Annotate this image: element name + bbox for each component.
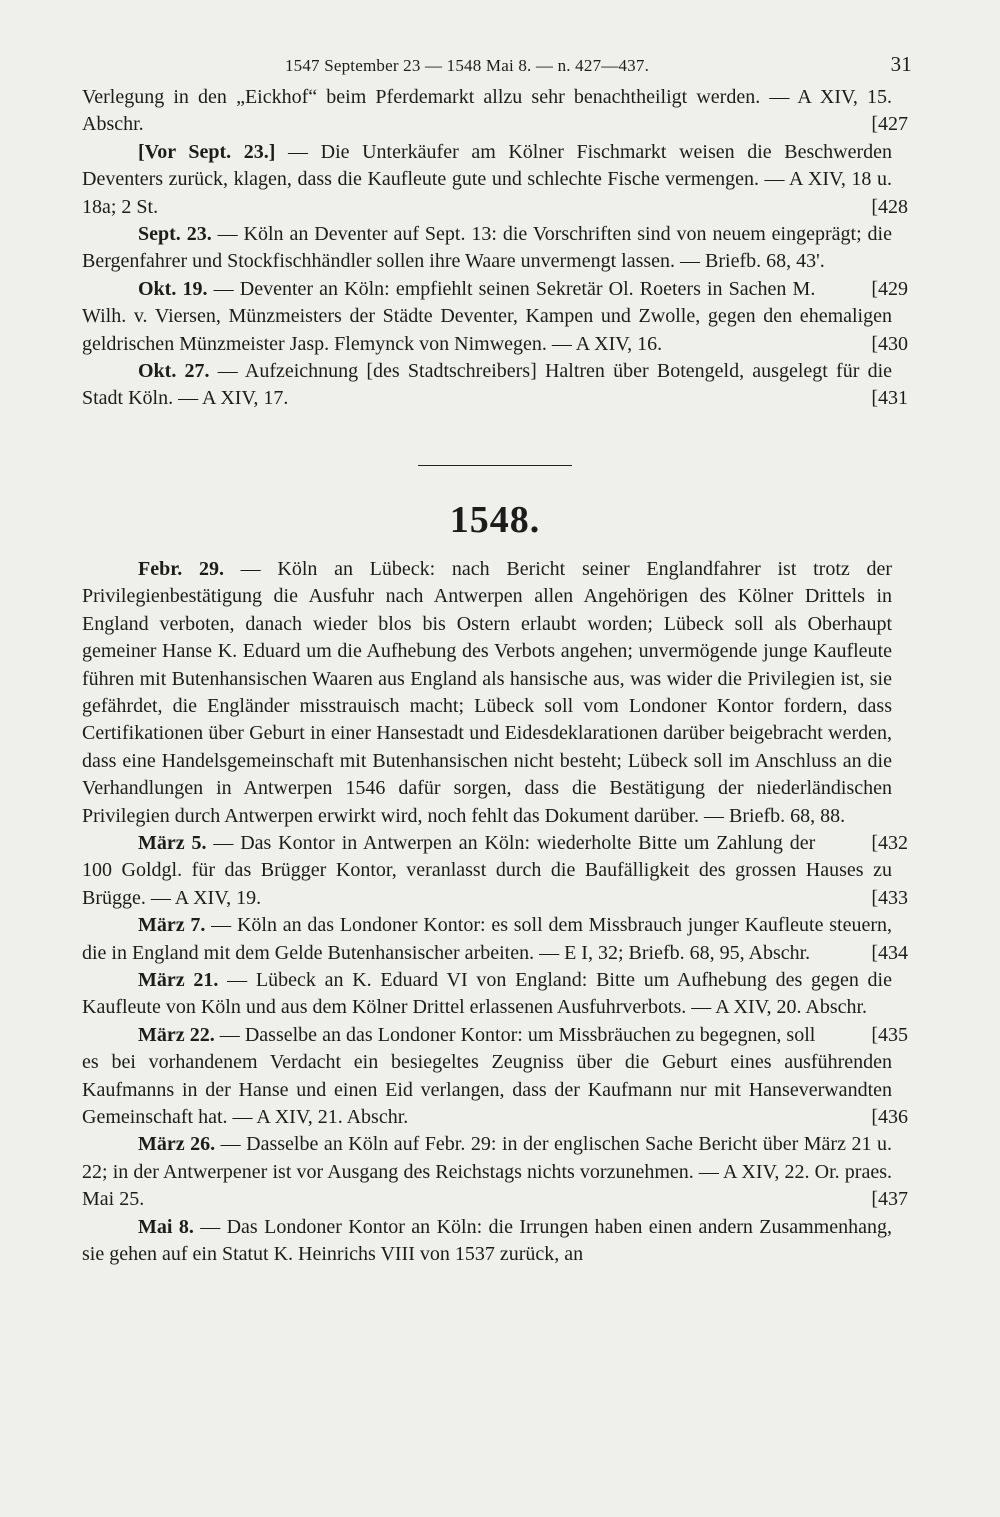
entry-text: — Köln an das Londoner Kontor: es soll dem Missbrauch junger Kaufleute steuern, die in England mit dem Gelde Butenhansischer arbeiten. — E I, 32; Briefb. 68, 95, Abschr.: [82, 914, 892, 964]
entry-date: Mai 8.: [138, 1215, 194, 1238]
entry-430: [82, 276, 908, 358]
entry-text: — Dasselbe an Köln auf Febr. 29: in der englischen Sache Bericht über März 21 u. 22; in der Antwerpener ist vor Ausgang des Reichstags nichts vorzunehmen. — A XIV, 22. Or. praes. Mai 25.: [82, 1133, 892, 1211]
entry-438: [82, 1214, 892, 1269]
entry-431: [82, 358, 908, 413]
entry-number: [427: [871, 113, 908, 136]
entry-437: [82, 1131, 908, 1213]
running-title: 1547 September 23 — 1548 Mai 8. — n. 427—437.: [284, 56, 650, 75]
section-divider: [418, 465, 572, 466]
entry-date: März 7.: [138, 914, 206, 937]
entry-date: März 26.: [138, 1133, 216, 1156]
entries-1547: [82, 84, 908, 413]
entry-number: [429: [871, 277, 908, 300]
entry-text: — Köln an Lübeck: nach Bericht seiner Englandfahrer ist trotz der Privilegienbestätigung die Ausfuhr nach Antwerpen allen Angehörigen des Kölner Drittels in England verboten, danach wieder blos bis Ostern erlaubt worden; Lübeck soll als Oberhaupt gemeiner Hanse K. Eduard um die Aufhebung des Verbots angehen; unvermögende junge Kaufleute führen mit Butenhansischen Waaren aus England als hansische aus, was wider die Privilegien ist, sie gefährdet, die Engländer misstrauisch macht; Lübeck soll vom Londoner Kontor fordern, dass Certifikationen über Geburt in einer Hansestadt und Eidesdeklarationen darüber beigebracht werden, dass eine Handelsgemeinschaft mit Butenhansischen nicht besteht; Lübeck soll im Anschluss an die Verhandlungen in Antwerpen 1546 dafür sorgen, dass die Bestätigung der niederländischen Privilegien durch Antwerpen erwirkt wird, noch fehlt das Dokument darüber. — Briefb. 68, 88.: [82, 557, 892, 827]
entry-date: Sept. 23.: [138, 223, 212, 246]
entry-433: [82, 830, 908, 912]
entry-text: — Das Londoner Kontor an Köln: die Irrungen haben einen andern Zusammenhang, sie gehen auf ein Statut K. Heinrichs VIII von 1537 zurück, an: [82, 1215, 892, 1266]
entry-date: März 22.: [138, 1023, 215, 1046]
running-header: [82, 50, 912, 84]
entry-text: Verlegung in den „Eickhof“ beim Pferdemarkt allzu sehr benachtheiligt werden. — A XIV, 15. Abschr.: [82, 86, 892, 136]
entry-text: — Köln an Deventer auf Sept. 13: die Vorschriften sind von neuem eingeprägt; die Bergenfahrer und Stockfischhändler sollen ihre Waare unvermengt lassen. — Briefb. 68, 43'.: [82, 223, 892, 273]
year-heading: 1548.: [449, 498, 541, 541]
entry-text: — Die Unterkäufer am Kölner Fischmarkt weisen die Beschwerden Deventers zurück, klagen, dass die Kaufleute gute und schlechte Fische vermengen. — A XIV, 18 u. 18a; 2 St.: [82, 140, 892, 218]
entry-number: [436: [871, 1106, 908, 1128]
entry-text: — Deventer an Köln: empfiehlt seinen Sekretär Ol. Roeters in Sachen M. Wilh. v. Viersen, Münzmeisters der Städte Deventer, Kampen und Zwolle, gegen den ehemaligen geldrischen Münzmeister Jasp. Flemynck von Nimwegen. — A XIV, 16.: [82, 277, 892, 355]
entry-number: [434: [871, 941, 908, 964]
entry-date: März 5.: [138, 831, 207, 854]
entries-1548: [82, 556, 908, 1269]
entry-428: [82, 139, 908, 221]
entry-427: [82, 84, 908, 139]
page-number: 31: [890, 52, 912, 76]
entry-date: Febr. 29.: [138, 557, 224, 580]
entry-text: — Lübeck an K. Eduard VI von England: Bitte um Aufhebung des gegen die Kaufleute von Köln und aus dem Kölner Drittel erlassenen Ausfuhrverbots. — A XIV, 20. Abschr.: [82, 968, 892, 1019]
entry-date: März 21.: [138, 968, 219, 991]
entry-number: [437: [871, 1188, 908, 1211]
entry-number: [432: [871, 831, 908, 854]
entry-number: [433: [871, 886, 908, 909]
entry-date: [Vor Sept. 23.]: [138, 140, 276, 163]
entry-date: Okt. 19.: [138, 277, 208, 300]
entry-number: [431: [871, 387, 908, 410]
entry-date: Okt. 27.: [138, 360, 210, 383]
entry-text: — Aufzeichnung [des Stadtschreibers] Haltren über Botengeld, ausgelegt für die Stadt Köln. — A XIV, 17.: [82, 360, 893, 410]
entry-434: [82, 912, 908, 967]
entry-number: [435: [871, 1023, 908, 1046]
entry-number: [428: [871, 195, 908, 218]
entry-436: [82, 1022, 908, 1132]
entry-number: [430: [871, 332, 908, 355]
entry-text: — Das Kontor in Antwerpen an Köln: wiederholte Bitte um Zahlung der 100 Goldgl. für das Brügger Kontor, veranlasst durch die Baufälligkeit des grossen Hauses zu Brügge. — A XIV, 19.: [82, 831, 892, 909]
entry-text: — Dasselbe an das Londoner Kontor: um Missbräuchen zu begegnen, soll es bei vorhandenem Verdacht ein besiegeltes Zeugniss über die Geburt eines ausführenden Kaufmanns in der Hanse und einen Eid verlangen, dass der Kaufmann nur mit Hanseverwandten Gemeinschaft hat. — A XIV, 21. Abschr.: [82, 1023, 892, 1128]
